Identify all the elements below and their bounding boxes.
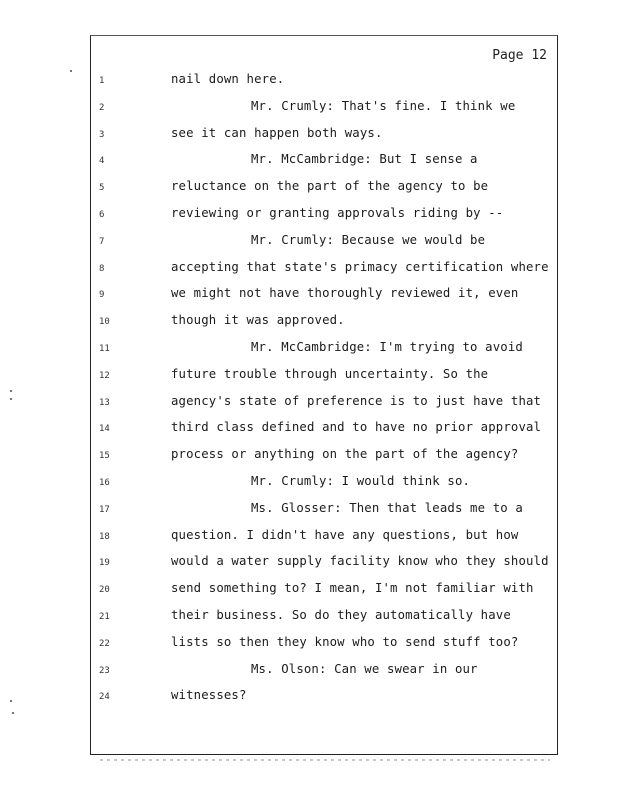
line-number: 13 (99, 397, 110, 408)
line-number: 8 (99, 263, 105, 274)
line-number: 21 (99, 612, 110, 622)
line-text: nail down here. (171, 72, 285, 86)
transcript-page (90, 35, 558, 755)
transcript-line (91, 150, 557, 176)
line-text: reluctance on the part of the agency to be (171, 179, 489, 194)
line-number: 2 (99, 102, 105, 113)
line-number: 20 (99, 585, 110, 596)
line-number: 4 (99, 156, 105, 167)
transcript-line (91, 552, 557, 578)
page-number: Page 12 (492, 48, 547, 63)
line-text: send something to? I mean, I'm not familiar with (171, 581, 534, 596)
transcript-line (91, 97, 557, 123)
transcript-line (91, 338, 557, 364)
scan-speck (10, 700, 12, 702)
line-text: Ms. Olson: Can we swear in our (251, 661, 478, 676)
line-text: Mr. McCambridge: But I sense a (251, 152, 478, 167)
line-text: Mr. Crumly: I would think so. (251, 474, 471, 488)
line-text: Mr. Crumly: That's fine. I think we (251, 98, 516, 113)
line-text: their business. So do they automatically have (171, 608, 511, 622)
line-number: 7 (99, 236, 105, 247)
transcript-line (91, 231, 557, 257)
line-text: Mr. Crumly: Because we would be (251, 232, 486, 247)
line-text: agency's state of preference is to just have that (171, 393, 542, 408)
transcript-line (91, 606, 557, 632)
line-text: lists so then they know who to send stuff too? (171, 634, 519, 649)
transcript-line (91, 418, 557, 444)
scan-speck (70, 70, 72, 72)
transcript-line (91, 633, 557, 659)
line-number: 6 (99, 210, 105, 220)
transcript-line (91, 499, 557, 525)
line-number: 5 (99, 183, 105, 194)
transcript-line (91, 204, 557, 230)
line-text: we might not have thoroughly reviewed it, even (171, 286, 519, 301)
line-number: 17 (99, 504, 110, 515)
line-number: 22 (99, 638, 110, 649)
line-text: see it can happen both ways. (171, 125, 383, 140)
scan-speck (10, 390, 12, 392)
line-text: Ms. Glosser: Then that leads me to a (251, 500, 523, 515)
line-text: future trouble through uncertainty. So the (171, 366, 489, 381)
transcript-line (91, 284, 557, 310)
line-number: 23 (99, 665, 110, 676)
line-text: Mr. McCambridge: I'm trying to avoid (251, 340, 523, 354)
transcript-line (91, 392, 557, 418)
line-number: 15 (99, 451, 110, 462)
line-number: 12 (99, 370, 110, 381)
line-text: reviewing or granting approvals riding by -- (171, 206, 504, 220)
line-number: 18 (99, 531, 110, 542)
transcript-line (91, 311, 557, 337)
line-text: witnesses? (171, 688, 247, 703)
line-number: 9 (99, 290, 105, 301)
scan-edge (100, 759, 550, 761)
transcript-line (91, 579, 557, 605)
transcript-line (91, 365, 557, 391)
transcript-line (91, 124, 557, 150)
line-number: 3 (99, 129, 105, 140)
line-number: 10 (99, 317, 110, 328)
line-number: 24 (99, 692, 110, 703)
transcript-line (91, 660, 557, 686)
scan-speck (12, 712, 14, 714)
line-number: 1 (99, 76, 105, 86)
line-text: third class defined and to have no prior approval (171, 420, 542, 435)
scan-speck (10, 398, 12, 400)
transcript-line (91, 177, 557, 203)
line-text: though it was approved. (171, 313, 345, 328)
line-number: 14 (99, 424, 110, 435)
line-number: 11 (99, 344, 110, 354)
transcript-line (91, 445, 557, 471)
line-number: 19 (99, 558, 110, 569)
transcript-line (91, 472, 557, 498)
transcript-line (91, 258, 557, 284)
line-text: question. I didn't have any questions, but how (171, 527, 519, 542)
line-number: 16 (99, 478, 110, 488)
line-text: process or anything on the part of the agency? (171, 447, 519, 462)
line-text: accepting that state's primacy certification where (171, 259, 549, 274)
line-text: would a water supply facility know who they should (171, 554, 549, 569)
transcript-line (91, 526, 557, 552)
transcript-line (91, 70, 557, 96)
transcript-line (91, 686, 557, 712)
